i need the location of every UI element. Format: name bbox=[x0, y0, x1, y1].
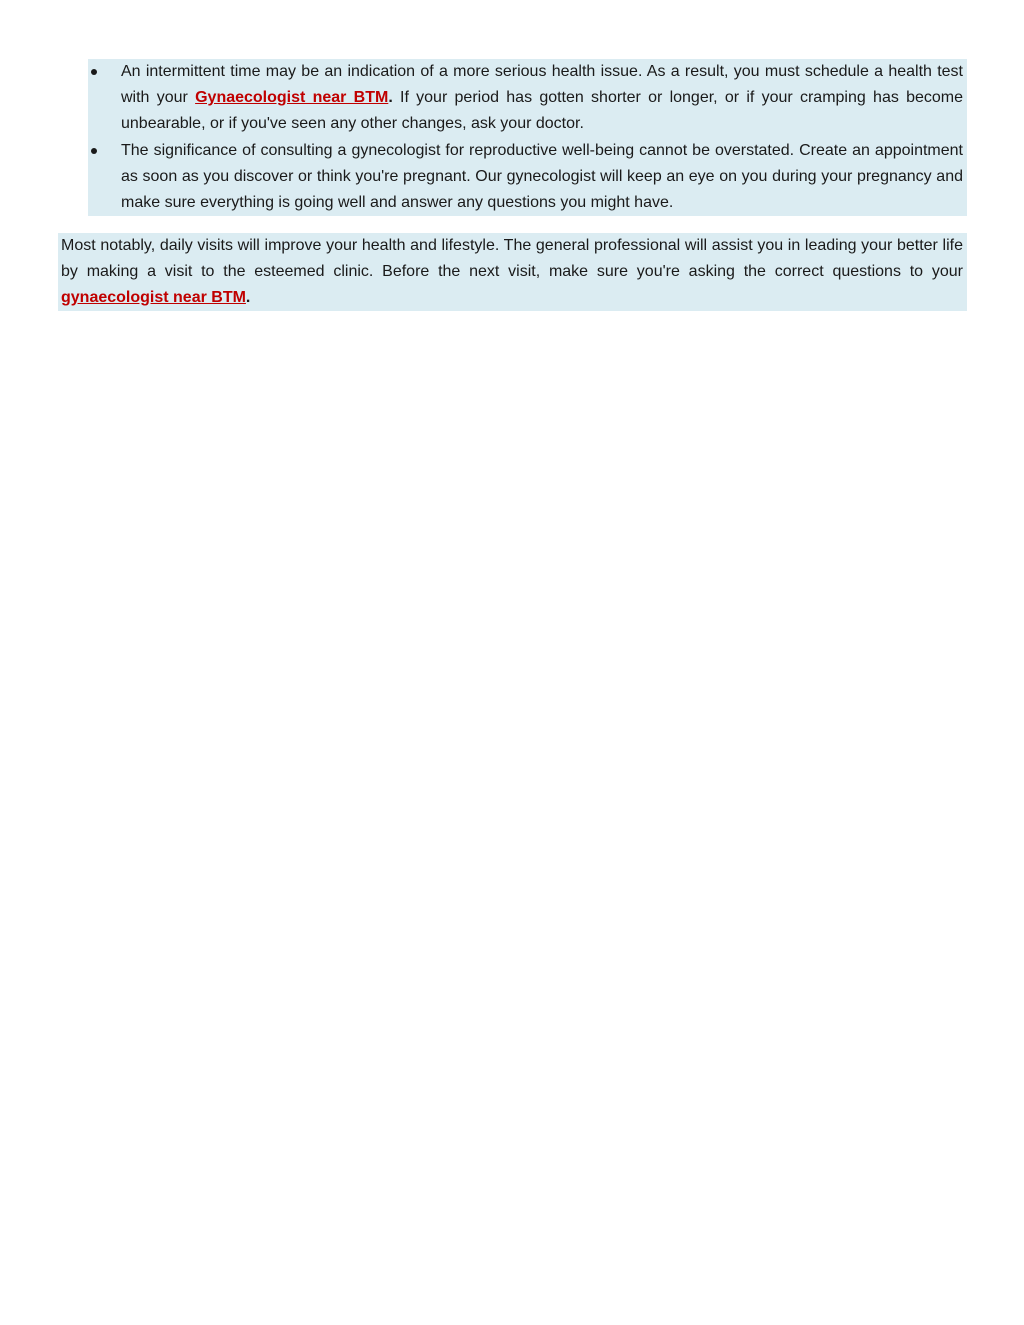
list-item bbox=[88, 59, 967, 137]
list-item-text-start: An intermittent time may be an indication of a more serious health issue. As a result, you must schedule a health test with your bbox=[121, 63, 963, 106]
bullet-icon bbox=[91, 69, 97, 75]
list-item-text-end: If your period has gotten shorter or longer, or if your cramping has become unbearable, or if you've seen any other changes, ask your doctor. bbox=[121, 89, 964, 132]
gynaecologist-link[interactable]: Gynaecologist near BTM bbox=[195, 89, 389, 106]
paragraph-text: Most notably, daily visits will improve your health and lifestyle. The general professional will assist you in leading your better life by making a visit to the esteemed clinic. Before the next visit, make sure you're asking the correct questions to your bbox=[61, 237, 963, 280]
bullet-icon bbox=[91, 148, 97, 154]
gynaecologist-link[interactable]: gynaecologist near BTM bbox=[61, 289, 246, 306]
list-item-text: The significance of consulting a gynecologist for reproductive well-being cannot be overstated. Create an appointment as soon as you discover or think you're pregnant. Our gynecologist will keep an eye on you during your pregnancy and make sure everything is going well and answer any questions you might have. bbox=[121, 142, 963, 211]
list-item-text bbox=[121, 59, 963, 137]
closing-paragraph bbox=[58, 233, 967, 311]
bullet-list bbox=[88, 59, 967, 216]
list-item bbox=[88, 138, 967, 216]
link-period: . bbox=[245, 289, 251, 306]
link-period: . bbox=[388, 89, 393, 106]
